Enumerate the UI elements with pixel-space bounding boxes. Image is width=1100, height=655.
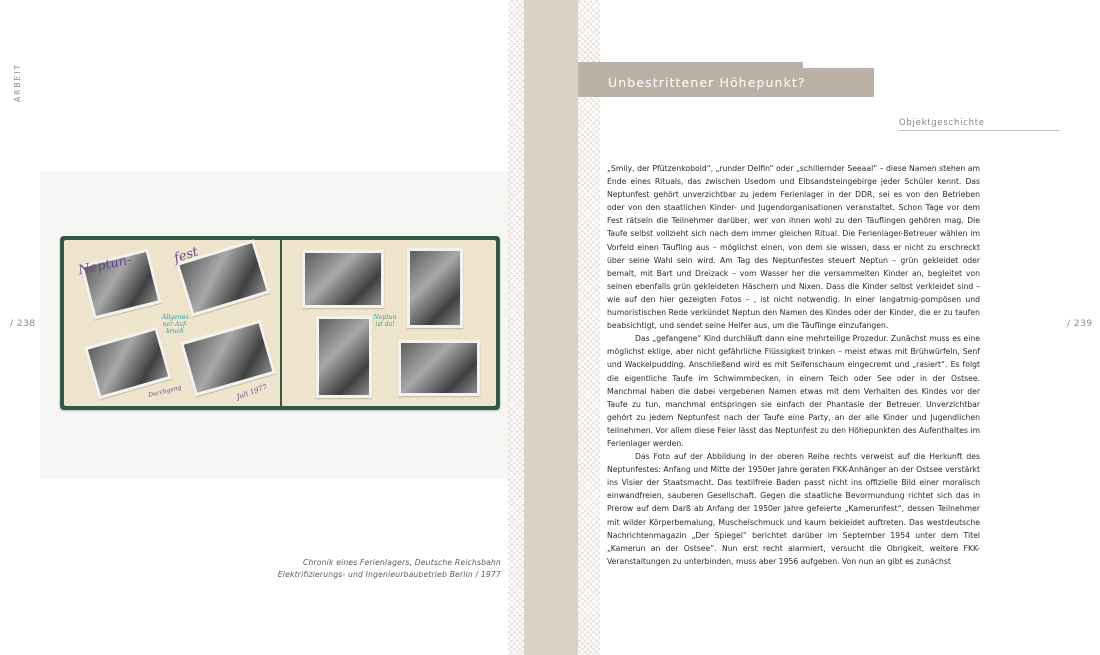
handwritten-title-part1: Neptun- <box>77 252 133 279</box>
caption-line-2: Elektrifizierungs- und Ingenieurbaubetrieb Berlin / 1977 <box>277 570 501 579</box>
photo-album-image <box>60 236 500 410</box>
figure-caption <box>241 557 501 581</box>
center-stripe <box>524 0 578 655</box>
paragraph: Das „gefangene“ Kind durchläuft dann eine mehrteilige Prozedur. Zunächst muss es eine möglichst eklige, aber nicht gefährliche Flüssigkeit trinken – meist etwas mit Brühwürfeln, Senf und Wackelpudding. Anschließend wird es mit Seifenschaum eingecremt und „rasiert“. Es folgt die eigentliche Taufe im Schwimmbecken, in einem Teich oder See oder in der Ostsee. Manchmal haben die dabei vergebenen Namen etwas mit dem Verhalten des Kindes vor der Taufe zu tun, manchmal entspringen sie einfach der Phantasie der Betreuer. Unverzichtbar gehört zu jedem Neptunfest nach der Taufe eine Party, an der alle Kinder und Jugendlichen teilnehmen. Vor allem diese Feier lässt das Neptunfest zu den Höhepunkten des Aufenthaltes im Ferienlager werden. <box>607 334 980 448</box>
album-right-leaf <box>282 240 496 406</box>
handwritten-label-bottom-right: Juli 1977 <box>235 382 269 402</box>
handwritten-label-bottom-left: Durchgang <box>147 384 183 399</box>
guilloche-border-right <box>576 0 600 655</box>
album-left-leaf <box>64 240 280 406</box>
article-title: Unbestrittener Höhepunkt? <box>608 75 806 90</box>
paragraph: Das Foto auf der Abbildung in der oberen Reihe rechts verweist auf die Herkunft des Neptunfestes: Anfang und Mitte der 1950er Jahre geraten FKK-Anhänger an der Ostsee verstärkt ins Visier der Staatsmacht. Das textilfreie Baden passt nicht ins offizielle Bild einer moralisch einwandfreien, sauberen Gesellschaft. Gegen die staatliche Bevormundung richtet sich das in Prerow auf dem Darß ab Anfang der 1950er Jahre gefeierte „Kamerunfest“, dessen Teilnehmer mit wilder Körperbemalung, Muschelschmuck und kaum bekleidet auftreten. Das westdeutsche Nachrichtenmagazin „Der Spiegel“ berichtet darüber im September 1954 unter dem Titel „Kamerun an der Ostsee“. Nun erst recht alarmiert, versucht die Obrigkeit, weitere FKK-Veranstaltungen zu unterbinden, muss aber 1956 aufgeben. Von nun an gibt es zunächst <box>607 452 980 566</box>
handwritten-title-part2: fest <box>172 244 201 267</box>
album-photo <box>316 316 372 398</box>
article-body <box>607 162 980 568</box>
album-photo <box>398 340 480 396</box>
caption-line-1: Chronik eines Ferienlagers, Deutsche Reichsbahn <box>302 558 501 567</box>
heading-banner <box>578 68 874 97</box>
album-photo <box>407 248 463 328</box>
page-number-left: / 238 <box>10 319 36 329</box>
paragraph: „Smily, der Pfützenkobold“, „runder Delfin“ oder „schillernder Seeaal“ – diese Namen stehen am Ende eines Rituals, das zwischen Usedom und Elbsandsteingebirge jeder Schüler kennt. Das Neptunfest gehört unverzichtbar zu jedem Ferienlager in der DDR, sei es von den Betrieben oder von den staatlichen Kinder- und Jugendorganisationen veranstaltet. Schon Tage vor dem Fest rätseln die Teilnehmer darüber, wer von ihnen wohl zu den Täuflingen gehören mag. Die Taufe selbst vollzieht sich nach dem immer gleichen Ritual. Die Ferienlager-Betreuer wählen im Vorfeld einen Täufling aus – möglichst einen, von dem sie wissen, dass er nicht zu erschreckt über seine Wahl sein wird. Am Tag des Neptunfestes steuert Neptun – grün gekleidet oder bemalt, mit Bart und Dreizack – vom Wasser her die versammelten Kinder an, begleitet von seinen ebenfalls grün gekleideten Häschern und Nixen. Dass die Kinder selbst verkleidet sind – wie auf den hier gezeigten Fotos – , ist nicht notwendig. In einer langatmig-pompösen und humoristischen Rede verkündet Neptun den Namen des Kindes oder der Kinder, die er zu taufen beabsichtigt, und sendet seine Helfer aus, um die Täuflinge einzufangen. <box>607 164 980 331</box>
running-head: ARBEIT <box>13 62 22 102</box>
album-photo <box>302 250 384 308</box>
handwritten-note-left: Allgemei- ner Auf- bruch <box>162 314 191 335</box>
handwritten-note-right: Neptun ist da! <box>373 314 397 328</box>
section-label: Objektgeschichte <box>899 117 1060 131</box>
page-number-right: / 239 <box>1067 319 1093 329</box>
